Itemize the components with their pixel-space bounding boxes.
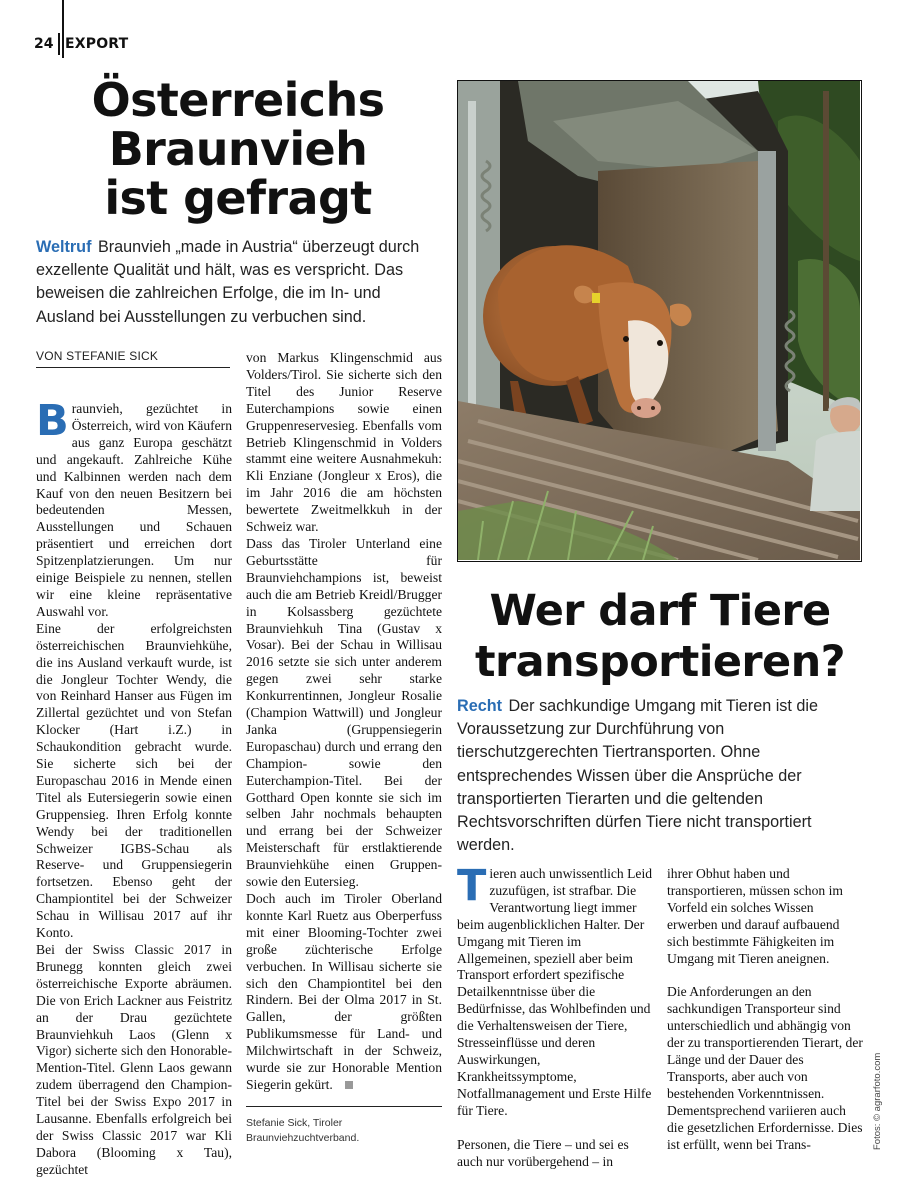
article2-headline [456, 586, 864, 688]
article1-headline [36, 73, 440, 225]
article2-kicker: Recht [457, 697, 502, 715]
author-note: Stefanie Sick, Tiroler Braunviehzuchtverband. [246, 1117, 360, 1144]
article1-kicker: Weltruf [36, 238, 92, 256]
article1-headline-line: Braunvieh [108, 122, 368, 176]
article1-paragraph: Dass das Tiroler Unterland eine Geburtsstätte für Braunviehchampions ist, beweist auch die am Betrieb Kreidl/Brugger in Kolsassberg gezüchtete Braunviehkuh Tina (Gustav x Vosar). Bei der Schau in Willisau 2016 setzte sie sich unter anderem gegen zwei sehr starke Konkurrentinnen, Jongleur Rosalie (Champion Wattwill) und Jongleur Janka (Gruppensiegerin Europaschau) durch und errang den Champion- sowie den Euterchampion-Titel. Bei der Gotthard Open konnte sie sich im selben Jahr nochmals behaupten und errang bei der Schweizer Meisterschaft für erstlaktierende Braunviehkühe einen Gruppen- sowie den Eutersieg. [246, 535, 442, 890]
article1-lead-text: Braunvieh „made in Austria“ überzeugt durch exzellente Qualität und hält, was es verspricht. Das beweisen die zahlreichen Erfolge, die im In- und Ausland bei Ausstellungen zu verbuchen sind. [36, 238, 420, 326]
cow-in-trailer-photo [457, 80, 862, 562]
end-of-article-mark [345, 1081, 353, 1089]
section-label: EXPORT [64, 36, 129, 52]
article2-headline-line: Wer darf Tiere [489, 586, 831, 636]
article2-lead [457, 695, 865, 857]
article1-paragraph: von Markus Klingenschmid aus Volders/Tirol. Sie sicherte sich den Titel des Junior Reserve Euterchampions sowie einen Gruppenreservesieg. Ebenfalls vom Betrieb Klingenschmid in Volders stammt eine weitere Ausnahmekuh: Kli Enziane (Jongleur x Eros), die im Jahr 2016 die am höchsten bewertete Zweitmelkkuh in der Schweiz war. [246, 350, 442, 535]
article1-paragraph-text: Doch auch im Tiroler Oberland konnte Karl Ruetz aus Oberperfuss mit einer Blooming-Tochter zwei große züchterische Erfolge verbuchen. In Willisau sicherte sie sich den Championtitel bei den Rindern. Bei der Olma 2017 in St. Gallen, der größten Publikumsmesse für Land- und Milchwirtschaft in der Schweiz, wurde sie zur Honorable Mention Siegerin gekürt. [246, 891, 442, 1092]
header-divider [58, 33, 60, 55]
article1-column-2 [246, 350, 442, 1094]
article1-headline-line: Österreichs [91, 73, 385, 127]
article2-paragraph-text: ieren auch unwissentlich Leid zuzufügen, ist strafbar. Die Verantwortung liegt immer beim augenblicklichen Halter. Der Umgang mit Tieren im Allgemeinen, speziell aber beim Transport erfordert spezifische Detailkenntnisse über die Bedürfnisse, das Wohlbefinden und die Verhaltensweisen der Tiere, Stresseinflüsse und deren Auswirkungen, Krankheitssymptome, Notfallmanagement und Erste Hilfe für Tiere. [457, 866, 653, 1118]
page-number: 24 [34, 36, 54, 52]
article1-paragraph [246, 891, 442, 1094]
article2-column-2 [667, 866, 863, 1154]
article2-paragraph: Personen, die Tiere – und sei es auch nur vorübergehend – in [457, 1136, 629, 1169]
article1-byline: VON STEFANIE SICK [36, 349, 159, 363]
article1-lead [36, 236, 440, 329]
article1-dropcap: B [36, 396, 69, 446]
author-note-rule [246, 1106, 442, 1107]
article2-column-1 [457, 861, 653, 1170]
article2-paragraph [457, 861, 653, 1120]
photo-credit: Fotos: © agrarfoto.com [872, 1052, 883, 1150]
article2-lead-text: Der sachkundige Umgang mit Tieren ist die Voraussetzung zur Durchführung von tierschutzgerechten Tiertransporten. Ohne entsprechendes Wissen über die Ansprüche der transportierten Tierarten und die geltenden Rechtsvorschriften dürfen Tiere nicht transportiert werden. [457, 697, 818, 855]
article2-dropcap: T [457, 861, 487, 911]
article1-paragraph [36, 396, 232, 621]
article2-headline-line: transportieren? [475, 637, 845, 687]
article1-paragraph-text: raunvieh, gezüchtet in Österreich, wird von Käufern aus ganz Europa geschätzt und angekauft. Zahlreiche Kühe und Kalbinnen werden nach dem Kauf von den neuen Besitzern bei bedeutenden Messen, Ausstellungen und Schauen präsentiert und erreichen dort Spitzenplatzierungen. Um nur einige Beispiele zu nennen, stellen wir eine kleine repräsentative Auswahl vor. [36, 401, 232, 619]
article1-headline-line: ist gefragt [104, 171, 372, 225]
page-header [34, 33, 128, 55]
article2-paragraph: ihrer Obhut haben und transportieren, müssen schon im Vorfeld ein solches Wissen erwerben und darauf aufbauend sich bestimmte Fähigkeiten im Umgang mit Tieren aneignen. [667, 866, 843, 966]
article1-paragraph: Bei der Swiss Classic 2017 in Brunegg konnten gleich zwei österreichische Exporte abräumen. Die von Erich Lackner aus Feistritz an der Drau gezüchtete Braunviehkuh Laos (Glenn x Vigor) sicherte sich den Honorable-Mention-Titel. Glenn Laos gewann zudem überragend den Champion-Titel bei der Swiss Expo 2017 in Lausanne. Ebenfalls erfolgreich bei der Swiss Classic 2017 war Kli Dabora (Blooming x Tau), gezüchtet [36, 942, 232, 1177]
article1-column-1 [36, 396, 232, 1179]
article1-paragraph: Eine der erfolgreichsten österreichischen Braunviehkühe, die ins Ausland verkauft wurde, ist die Jongleur Tochter Wendy, die von Reinhard Hanser aus Fügen im Zillertal gezüchtet und von Stefan Klocker (Hart i.Z.) in Schaukondition gebracht wurde. Sie sicherte sich bei der Europaschau 2016 in Mende einen Titel als Eutersiegerin sowie einen Gruppensieg. Ihren Erfolg konnte Wendy bei der traditionellen Schweizer IGBS-Schau als Reserve- und Gruppensiegerin fortsetzen. Ebenso geht der Championtitel bei der Schweizer Schau in Willisau 2017 auf ihr Konto. [36, 620, 232, 941]
byline-rule [36, 367, 230, 368]
article2-paragraph: Die Anforderungen an den sachkundigen Transporteur sind unterschiedlich und abhängig von der zu transportierenden Tierart, der Länge und der Dauer des Transports, aber auch von bestehenden Vorkenntnissen. Dementsprechend variieren auch die gesetzlichen Erfordernisse. Dies ist erfüllt, wenn bei Trans- [667, 984, 863, 1152]
